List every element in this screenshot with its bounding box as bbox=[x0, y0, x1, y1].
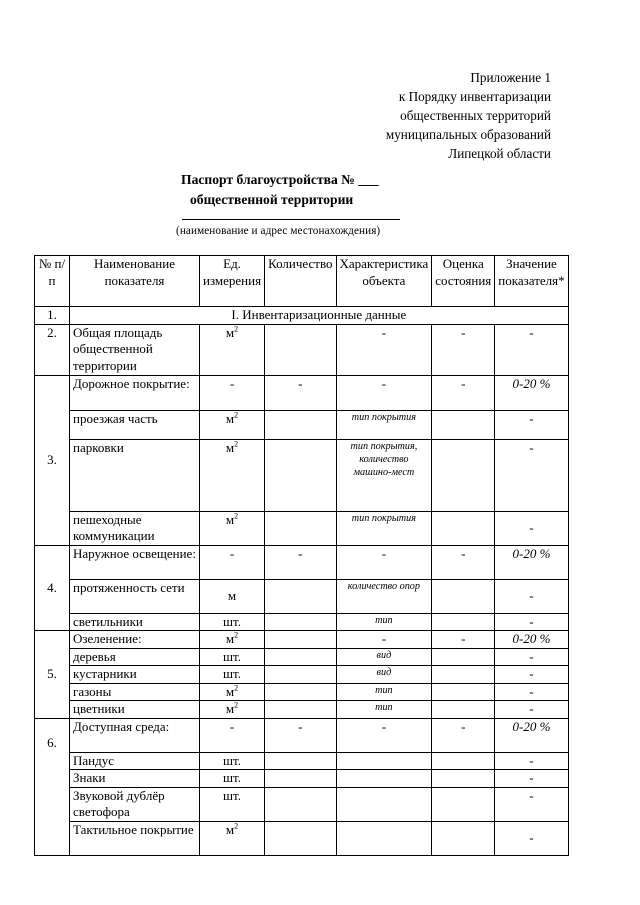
state-cell bbox=[432, 648, 495, 666]
state-cell bbox=[432, 666, 495, 684]
document-title: Паспорт благоустройства № ___ bbox=[181, 172, 379, 187]
unit-cell: шт. bbox=[200, 787, 265, 821]
table-row bbox=[35, 666, 569, 684]
appendix-line: муниципальных образований bbox=[385, 127, 551, 142]
state-cell bbox=[432, 787, 495, 821]
characteristic-cell bbox=[336, 787, 432, 821]
quantity-cell bbox=[265, 613, 336, 631]
appendix-line: к Порядку инвентаризации bbox=[398, 89, 551, 104]
table-row bbox=[35, 752, 569, 770]
indicator-name: Звуковой дублёр светофора bbox=[70, 787, 200, 821]
section-row bbox=[35, 307, 569, 325]
unit-cell: шт. bbox=[200, 666, 265, 684]
characteristic-cell: тип bbox=[336, 613, 432, 631]
indicator-name: протяженность сети bbox=[70, 579, 200, 613]
quantity-cell bbox=[265, 770, 336, 788]
value-cell: - bbox=[495, 439, 568, 511]
table-row bbox=[35, 375, 569, 410]
quantity-cell bbox=[265, 579, 336, 613]
address-underline bbox=[182, 219, 400, 220]
value-cell: 0-20 % bbox=[495, 718, 568, 752]
table-row bbox=[35, 439, 569, 511]
characteristic-cell: вид bbox=[336, 648, 432, 666]
table-row bbox=[35, 770, 569, 788]
characteristic-cell: - bbox=[336, 545, 432, 579]
table-row bbox=[35, 579, 569, 613]
value-cell: - bbox=[495, 821, 568, 855]
state-cell bbox=[432, 511, 495, 545]
characteristic-cell: тип покрытия bbox=[336, 511, 432, 545]
table-row bbox=[35, 648, 569, 666]
unit-cell: $м^2$ bbox=[200, 511, 265, 545]
value-cell: - bbox=[495, 666, 568, 684]
quantity-cell bbox=[265, 701, 336, 719]
row-number: 4. bbox=[35, 545, 70, 631]
value-cell: - bbox=[495, 324, 568, 375]
table-row bbox=[35, 631, 569, 649]
characteristic-cell: тип покрытия bbox=[336, 410, 432, 439]
value-cell: 0-20 % bbox=[495, 545, 568, 579]
indicator-name: светильники bbox=[70, 613, 200, 631]
value-cell: 0-20 % bbox=[495, 631, 568, 649]
indicator-name: парковки bbox=[70, 439, 200, 511]
indicator-name: пешеходные коммуникации bbox=[70, 511, 200, 545]
passport-table bbox=[34, 255, 569, 856]
value-cell: - bbox=[495, 410, 568, 439]
value-cell: 0-20 % bbox=[495, 375, 568, 410]
indicator-name: Общая площадь общественной территории bbox=[70, 324, 200, 375]
row-number: 5. bbox=[35, 631, 70, 719]
document-subtitle: общественной территории bbox=[190, 192, 354, 207]
characteristic-cell: тип bbox=[336, 683, 432, 701]
header-cell: Наименование показателя bbox=[70, 256, 200, 307]
table-row bbox=[35, 511, 569, 545]
indicator-name: кустарники bbox=[70, 666, 200, 684]
indicator-name: Наружное освещение: bbox=[70, 545, 200, 579]
state-cell: - bbox=[432, 324, 495, 375]
characteristic-cell: количество опор bbox=[336, 579, 432, 613]
unit-cell: $м^2$ bbox=[200, 683, 265, 701]
state-cell bbox=[432, 410, 495, 439]
header-cell: Оценка состояния bbox=[432, 256, 495, 307]
appendix-block bbox=[386, 68, 551, 163]
value-cell: - bbox=[495, 613, 568, 631]
characteristic-cell bbox=[336, 770, 432, 788]
table-row bbox=[35, 683, 569, 701]
unit-cell: шт. bbox=[200, 752, 265, 770]
table-row bbox=[35, 410, 569, 439]
appendix-line: общественных территорий bbox=[400, 108, 551, 123]
indicator-name: Доступная среда: bbox=[70, 718, 200, 752]
quantity-cell: - bbox=[265, 718, 336, 752]
indicator-name: Тактильное покрытие bbox=[70, 821, 200, 855]
indicator-name: Дорожное покрытие: bbox=[70, 375, 200, 410]
value-cell: - bbox=[495, 511, 568, 545]
header-cell: Количество bbox=[265, 256, 336, 307]
state-cell bbox=[432, 439, 495, 511]
header-cell: № п/п bbox=[35, 256, 70, 307]
unit-cell: шт. bbox=[200, 613, 265, 631]
table-row bbox=[35, 787, 569, 821]
unit-cell: - bbox=[200, 718, 265, 752]
header-cell: Значение показателя* bbox=[495, 256, 568, 307]
quantity-cell: - bbox=[265, 545, 336, 579]
row-number: 2. bbox=[35, 324, 70, 375]
quantity-cell: - bbox=[265, 375, 336, 410]
indicator-name: газоны bbox=[70, 683, 200, 701]
table-header-row bbox=[35, 256, 569, 307]
unit-cell: $м^2$ bbox=[200, 821, 265, 855]
characteristic-cell: - bbox=[336, 324, 432, 375]
row-number: 1. bbox=[35, 307, 70, 325]
address-caption: (наименование и адрес местонахождения) bbox=[176, 225, 381, 237]
characteristic-cell bbox=[336, 752, 432, 770]
indicator-name: Озеленение: bbox=[70, 631, 200, 649]
table-row bbox=[35, 324, 569, 375]
value-cell: - bbox=[495, 787, 568, 821]
table-row bbox=[35, 718, 569, 752]
state-cell: - bbox=[432, 545, 495, 579]
value-cell: - bbox=[495, 770, 568, 788]
characteristic-cell: - bbox=[336, 718, 432, 752]
state-cell bbox=[432, 821, 495, 855]
quantity-cell bbox=[265, 666, 336, 684]
quantity-cell bbox=[265, 821, 336, 855]
value-cell: - bbox=[495, 648, 568, 666]
appendix-line: Приложение 1 bbox=[470, 70, 551, 85]
unit-cell: шт. bbox=[200, 648, 265, 666]
value-cell: - bbox=[495, 752, 568, 770]
table-row bbox=[35, 821, 569, 855]
unit-cell: шт. bbox=[200, 770, 265, 788]
unit-cell: $м^2$ bbox=[200, 631, 265, 649]
quantity-cell bbox=[265, 752, 336, 770]
unit-cell: $м^2$ bbox=[200, 439, 265, 511]
characteristic-cell: тип покрытия, количество машино-мест bbox=[336, 439, 432, 511]
table-row bbox=[35, 613, 569, 631]
state-cell: - bbox=[432, 718, 495, 752]
characteristic-cell bbox=[336, 821, 432, 855]
state-cell: - bbox=[432, 631, 495, 649]
unit-cell: м bbox=[200, 579, 265, 613]
header-cell: Характеристика объекта bbox=[336, 256, 432, 307]
quantity-cell bbox=[265, 324, 336, 375]
indicator-name: цветники bbox=[70, 701, 200, 719]
characteristic-cell: - bbox=[336, 631, 432, 649]
value-cell: - bbox=[495, 683, 568, 701]
unit-cell: - bbox=[200, 545, 265, 579]
state-cell bbox=[432, 613, 495, 631]
characteristic-cell: вид bbox=[336, 666, 432, 684]
indicator-name: деревья bbox=[70, 648, 200, 666]
value-cell: - bbox=[495, 579, 568, 613]
table-row bbox=[35, 545, 569, 579]
row-number: 3. bbox=[35, 375, 70, 545]
quantity-cell bbox=[265, 439, 336, 511]
characteristic-cell: тип bbox=[336, 701, 432, 719]
characteristic-cell: - bbox=[336, 375, 432, 410]
state-cell bbox=[432, 770, 495, 788]
unit-cell: $м^2$ bbox=[200, 410, 265, 439]
quantity-cell bbox=[265, 683, 336, 701]
header-cell: Ед. измерения bbox=[200, 256, 265, 307]
row-number: 6. bbox=[35, 718, 70, 855]
appendix-line: Липецкой области bbox=[448, 146, 551, 161]
unit-cell: $м^2$ bbox=[200, 324, 265, 375]
quantity-cell bbox=[265, 787, 336, 821]
unit-cell: $м^2$ bbox=[200, 701, 265, 719]
unit-cell: - bbox=[200, 375, 265, 410]
state-cell bbox=[432, 701, 495, 719]
quantity-cell bbox=[265, 631, 336, 649]
value-cell: - bbox=[495, 701, 568, 719]
state-cell bbox=[432, 683, 495, 701]
state-cell: - bbox=[432, 375, 495, 410]
state-cell bbox=[432, 579, 495, 613]
indicator-name: проезжая часть bbox=[70, 410, 200, 439]
quantity-cell bbox=[265, 648, 336, 666]
indicator-name: Знаки bbox=[70, 770, 200, 788]
table-row bbox=[35, 701, 569, 719]
quantity-cell bbox=[265, 410, 336, 439]
quantity-cell bbox=[265, 511, 336, 545]
indicator-name: Пандус bbox=[70, 752, 200, 770]
section-title: I. Инвентаризационные данные bbox=[70, 307, 569, 325]
state-cell bbox=[432, 752, 495, 770]
